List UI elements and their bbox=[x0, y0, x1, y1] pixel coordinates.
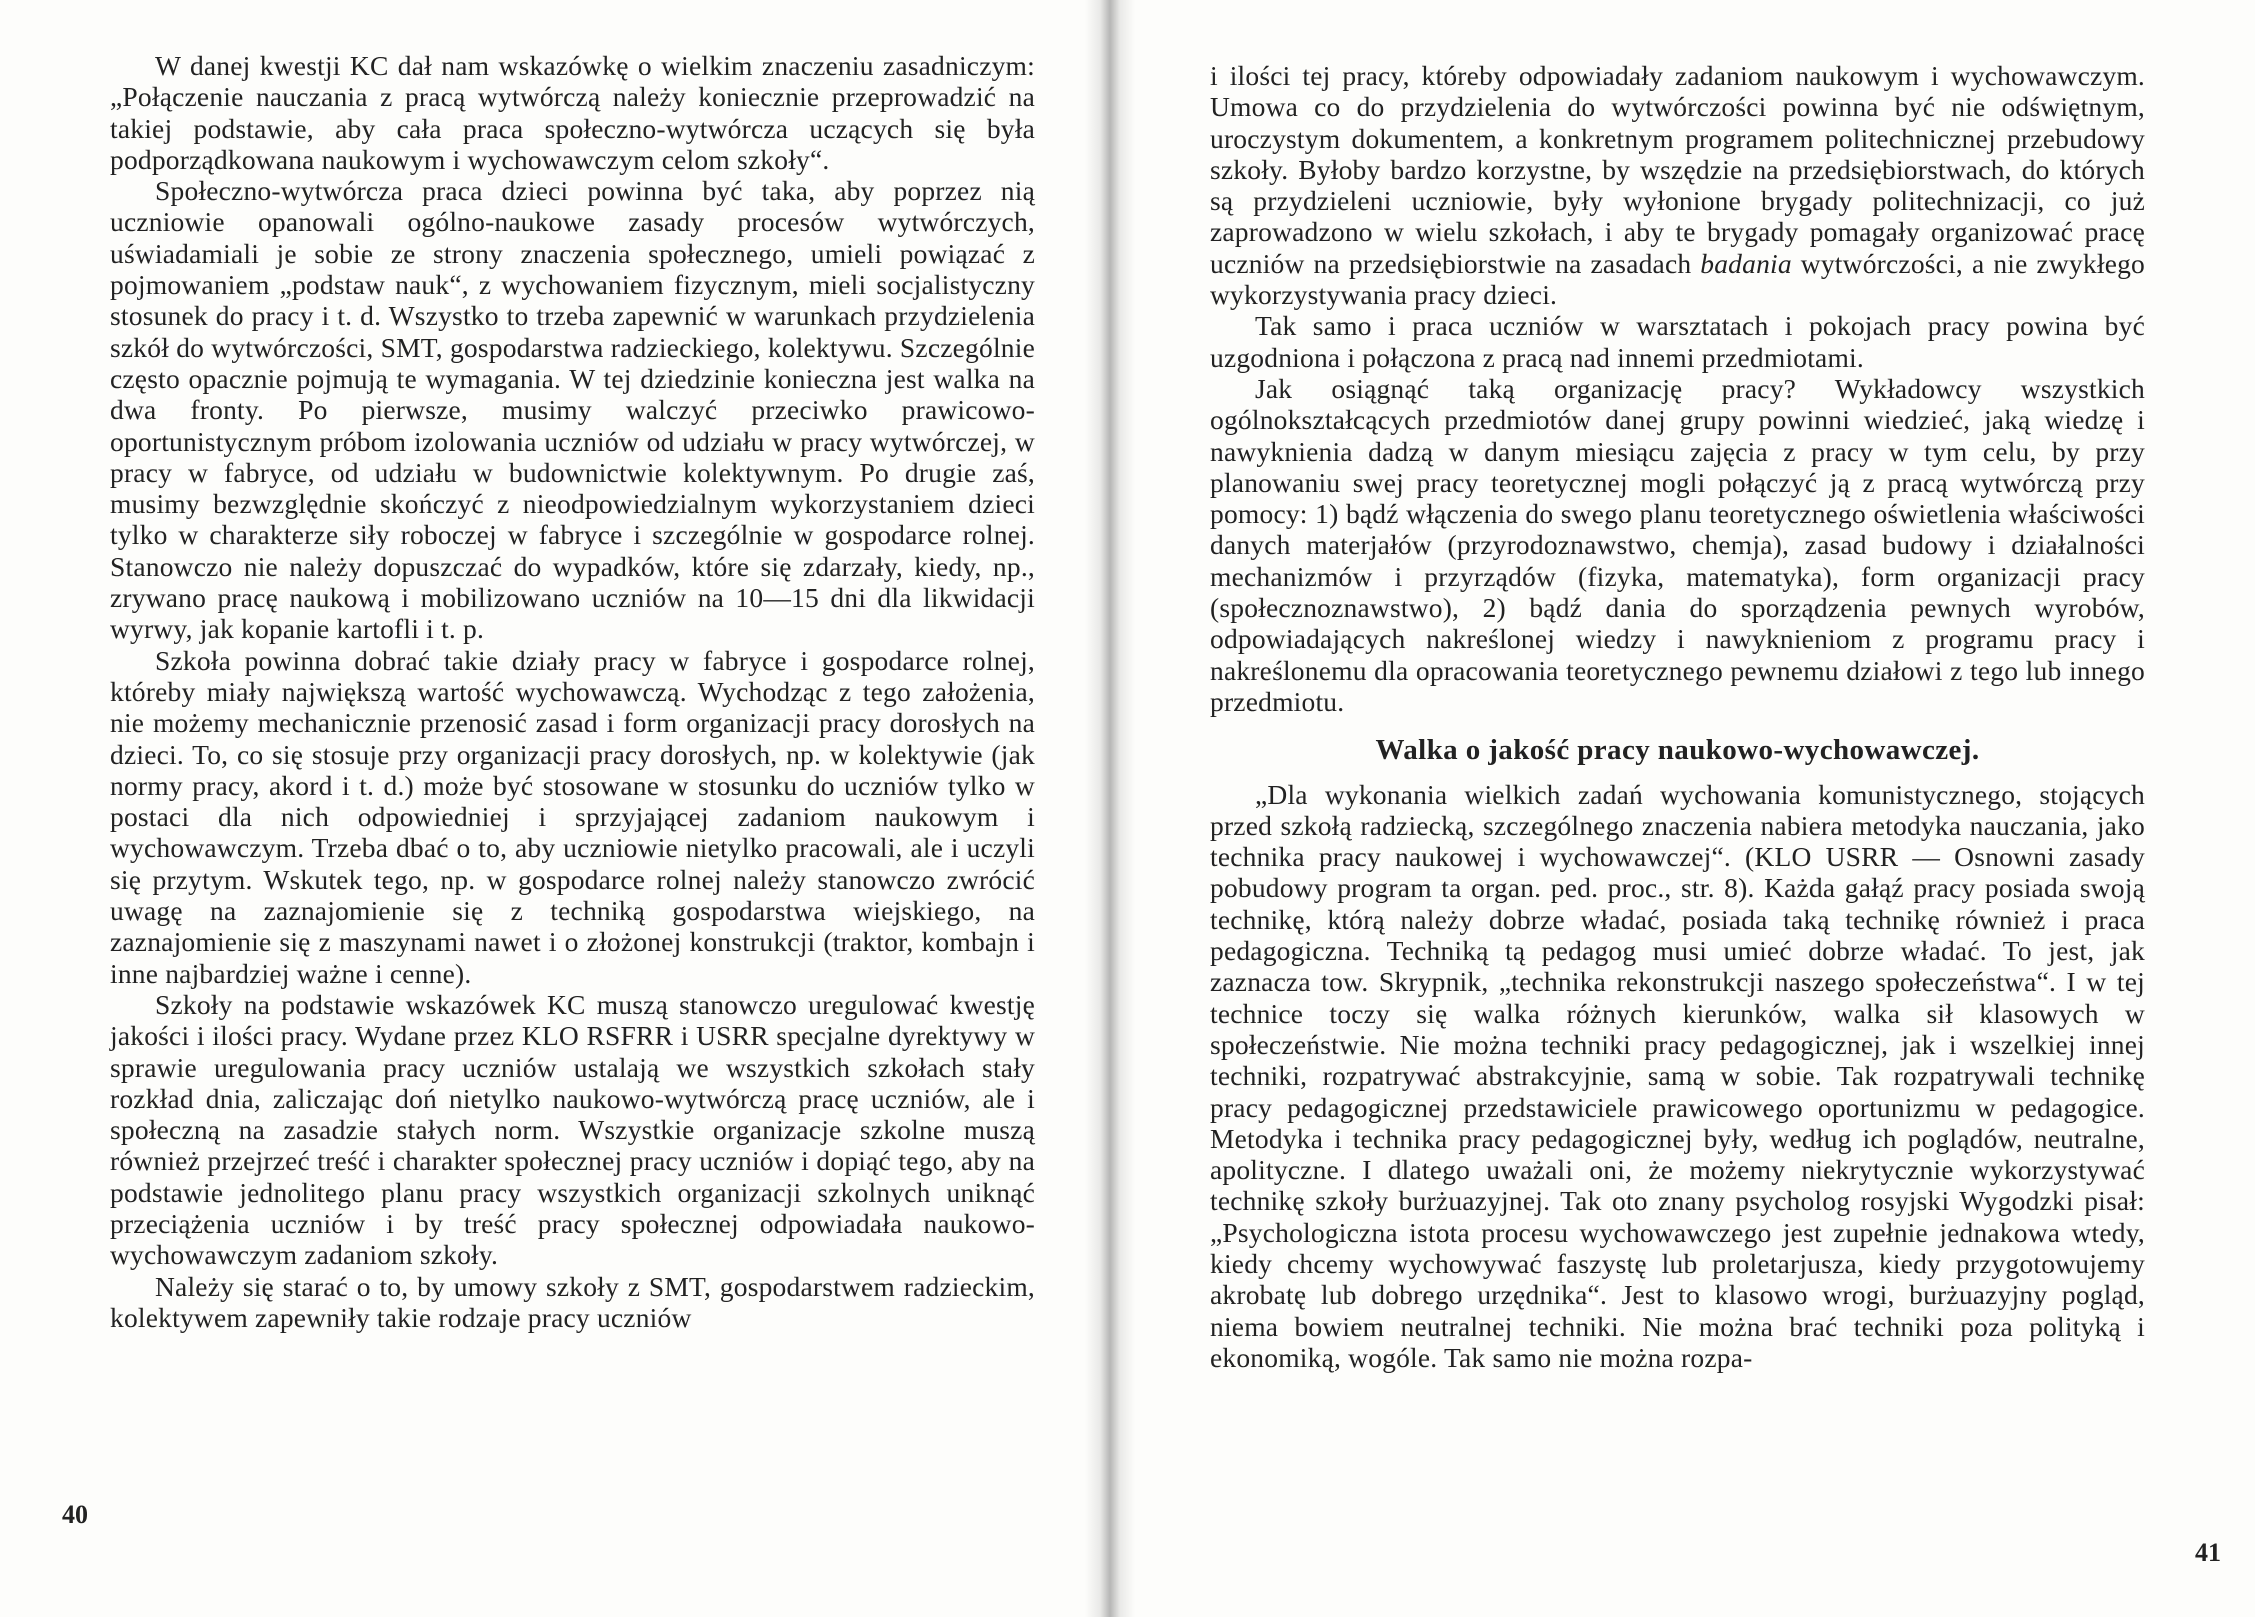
paragraph: Szkoła powinna dobrać takie działy pracy w fabryce i gospodarce rolnej, któreby miały największą wartość wychowawczą. Wychodząc z tego założenia, nie możemy mechanicznie przenosić zasad i form organizacji pracy dorosłych na dzieci. To, co się stosuje przy organizacji pracy dorosłych, np. w kolektywie (jak normy pracy, akord i t. d.) może być stosowane w stosunku do uczniów tylko w postaci dla nich odpowiedniej i sprzyjającej zadaniom naukowym i wychowawczym. Trzeba dbać o to, aby uczniowie nietylko pracowali, ale i uczyli się przytym. Wskutek tego, np. w gospodarce rolnej należy stanowczo zwrócić uwagę na zaznajomienie się z techniką gospodarstwa wiejskiego, na zaznajomienie się z maszynami nawet i o złożonej konstrukcji (traktor, kombajn i inne najbardziej ważne i cenne). bbox=[110, 644, 1035, 989]
paragraph bbox=[1210, 60, 2145, 310]
left-page-text bbox=[110, 50, 1035, 1333]
paragraph: Szkoły na podstawie wskazówek KC muszą stanowczo uregulować kwestję jakości i ilości pracy. Wydane przez KLO RSFRR i USRR specjalne dyrektywy w sprawie uregulowania pracy uczniów ustalają we wszystkich szkołach stały rozkład dnia, zaliczając doń nietylko naukowo-wytwórczą pracę uczniów, ale i społeczną na zasadzie stałych norm. Wszystkie organizacje szkolne muszą również przejrzeć treść i charakter społecznej pracy uczniów i dopiąć tego, aby na podstawie jednolitego planu pracy wszystkich organizacji szkolnych uniknąć przeciążenia uczniów i by treść pracy społecznej odpowiadała naukowo-wychowawczym zadaniom szkoły. bbox=[110, 988, 1035, 1271]
paragraph: Społeczno-wytwórcza praca dzieci powinna być taka, aby poprzez nią uczniowie opanowali ogólno-naukowe zasady procesów wytwórczych, uświadamiali je sobie ze strony znaczenia społecznego, umieli powiązać z pojmowaniem „podstaw nauk“, z wychowaniem fizycznym, mieli socjalistyczny stosunek do pracy i t. d. Wszystko to trzeba zapewnić w warunkach przydzielenia szkół do wytwórczości, SMT, gospodarstwa radzieckiego, kolektywu. Szczególnie często opacznie pojmują te wymagania. W tej dziedzinie konieczna jest walka na dwa fronty. Po pierwsze, musimy walczyć przeciwko prawicowo-oportunistycznym próbom izolowania uczniów od udziału w pracy wytwórczej, w pracy w fabryce, od udziału w budownictwie kolektywnym. Po drugie zaś, musimy bezwzględnie skończyć z nieodpowiedzialnym wykorzystaniem dzieci tylko w charakterze siły roboczej w fabryce i szczególnie w gospodarce rolnej. Stanowczo nie należy dopuszczać do wypadków, które się zdarzały, kiedy, np., zrywano pracę naukową i mobilizowano uczniów na 10—15 dni dla likwidacji wyrwy, jak kopanie kartofli i t. p. bbox=[110, 175, 1035, 645]
paragraph: „Dla wykonania wielkich zadań wychowania komunistycznego, stojących przed szkołą radziecką, szczególnego znaczenia nabiera metodyka nauczania, jako technika pracy naukowej i wychowawczej“. (KLO USRR — Osnowni zasady pobudowy program ta organ. ped. proc., str. 8). Każda gałąź pracy posiada swoją technikę, którą należy dobrze władać, posiada taką technikę również i praca pedagogiczna. Techniką tą pedagog musi umieć dobrze władać. To jest, jak zaznacza tow. Skrypnik, „technika rekonstrukcji naszego społeczeństwa“. I w tej technice toczy się walka różnych kierunków, walka sił klasowych w społeczeństwie. Nie można techniki pracy pedagogicznej, jak i wszelkiej innej techniki, rozpatrywać abstrakcyjnie, samą w sobie. Tak rozpatrywali technikę pracy pedagogicznej przedstawiciele prawicowego oportunizmu w pedagogice. Metodyka i technika pracy pedagogicznej były, według ich poglądów, neutralne, apolityczne. I dlatego uważali oni, że możemy niekrytycznie wykorzystywać technikę szkoły burżuazyjnej. Tak oto znany psycholog rosyjski Wygodzki pisał: „Psychologiczna istota procesu wychowawczego jest zupełnie jednakowa wtedy, kiedy chcemy wychowywać faszystę lub proletarjusza, kiedy przygotowujemy akrobatę lub dobrego urzędnika“. Jest to klasowo wrogi, burżuazyjny pogląd, niema bowiem neutralnej techniki. Nie można brać techniki poza polityką i ekonomiką, wogóle. Tak samo nie można rozpa- bbox=[1210, 778, 2145, 1373]
paragraph: Należy się starać o to, by umowy szkoły z SMT, gospodarstwem radzieckim, kolektywem zapewniły takie rodzaje pracy uczniów bbox=[110, 1270, 1035, 1333]
right-page bbox=[1110, 0, 2255, 1617]
page-number: 40 bbox=[62, 1500, 88, 1529]
paragraph: W danej kwestji KC dał nam wskazówkę o wielkim znaczeniu zasadniczym: „Połączenie nauczania z pracą wytwórczą należy koniecznie przeprowadzić na takiej podstawie, aby cała praca społeczno-wytwórcza uczących się była podporządkowana naukowym i wychowawczym celom szkoły“. bbox=[110, 50, 1035, 175]
section-heading: Walka o jakość pracy naukowo-wychowawczej. bbox=[1375, 734, 1980, 767]
left-page bbox=[0, 0, 1110, 1617]
paragraph-text: i ilości tej pracy, któreby odpowiadały zadaniom naukowym i wychowawczym. Umowa co do przydzielenia do wytwórczości powinna być nie odświętnym, uroczystym dokumentem, a konkretnym programem politechnicznej przebudowy szkoły. Byłoby bardzo korzystne, by wszędzie na przedsiębiorstwach, do których są przydzieleni uczniowie, były wyłonione brygady politechnizacji, co już zaprowadzono w wielu szkołach, i aby te brygady pomagały organizować pracę uczniów na przedsiębiorstwie na zasadach bbox=[1210, 60, 2145, 279]
paragraph: Jak osiągnąć taką organizację pracy? Wykładowcy wszystkich ogólnokształcących przedmiotów danej grupy powinni wiedzieć, jaką wiedzę i nawyknienia dadzą w danym miesiącu zajęcia z pracy w tym celu, by przy planowaniu swej pracy teoretycznej mogli połączyć ją z pracą wytwórczą przy pomocy: 1) bądź włączenia do swego planu teoretycznego oświetlenia właściwości danych materjałów (przyrodoznawstwo, chemja), zasad budowy i działalności mechanizmów i przyrządów (fizyka, matematyka), form organizacji pracy (społecznoznawstwo), 2) bądź dania do sporządzenia pewnych wyrobów, odpowiadających nakreślonej wiedzy i nawyknieniom z programu pracy i nakreślonemu dla opracowania teoretycznego pewnemu działowi z tego lub innego przedmiotu. bbox=[1210, 372, 2145, 717]
right-page-text bbox=[1210, 60, 2145, 1373]
emphasized-word: badania bbox=[1700, 247, 1792, 279]
paragraph-text: wytwórczości, a nie zwykłego wykorzystywania pracy dzieci. bbox=[1210, 247, 2145, 311]
page-number: 41 bbox=[2195, 1538, 2221, 1567]
paragraph: Tak samo i praca uczniów w warsztatach i pokojach pracy powina być uzgodniona i połączona z pracą nad innemi przedmiotami. bbox=[1210, 310, 2145, 373]
